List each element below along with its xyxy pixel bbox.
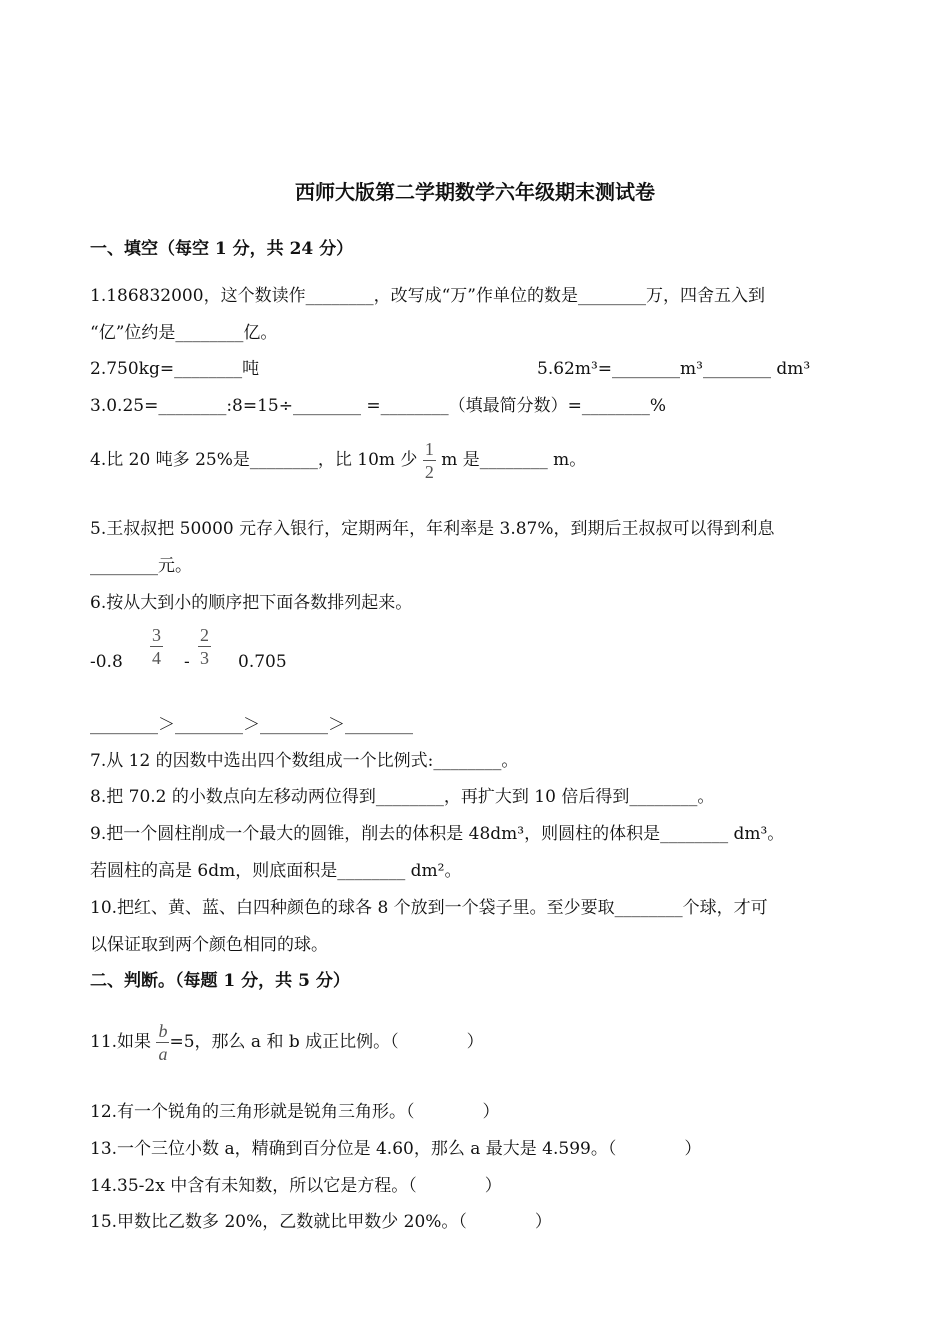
question-1-line-2: “亿”位约是________亿。 — [90, 323, 278, 343]
question-11-text-a: 11.如果 — [90, 1032, 152, 1052]
question-10-line-2: 以保证取到两个颜色相同的球。 — [90, 935, 328, 955]
page-title: 西师大版第二学期数学六年级期末测试卷 — [295, 180, 655, 204]
fraction-three-quarters — [150, 626, 163, 667]
question-14: 14.35-2x 中含有未知数，所以它是方程。（ ） — [90, 1176, 502, 1196]
q6-number-a: -0.8 — [90, 652, 123, 672]
fraction-bar — [198, 646, 211, 647]
fraction-bar — [423, 460, 436, 461]
section-1-heading: 一、填空（每空 1 分，共 24 分） — [90, 239, 354, 259]
q6-minus-sign: - — [184, 652, 190, 672]
question-9-line-1: 9.把一个圆柱削成一个最大的圆锥，削去的体积是 48dm³，则圆柱的体积是________ dm³。 — [90, 824, 785, 844]
question-5-line-2: ________元。 — [90, 556, 192, 576]
question-8: 8.把 70.2 的小数点向左移动两位得到________，再扩大到 10 倍后得到________。 — [90, 787, 715, 807]
question-9-line-2: 若圆柱的高是 6dm，则底面积是________ dm²。 — [90, 861, 462, 881]
question-7: 7.从 12 的因数中选出四个数组成一个比例式:________。 — [90, 751, 519, 771]
question-2-right: 5.62m³=________m³________ dm³ — [537, 359, 811, 379]
question-3: 3.0.25=________:8=15÷________ =________（填最简分数）=________% — [90, 396, 667, 416]
question-1-line-1: 1.186832000，这个数读作________，改写成“万”作单位的数是________万，四舍五入到 — [90, 286, 765, 306]
question-15: 15.甲数比乙数多 20%，乙数就比甲数少 20%。（ ） — [90, 1212, 552, 1232]
q6-fraction-b — [150, 626, 163, 667]
fraction-denominator: a — [158, 1044, 168, 1064]
question-6-answer: ________＞________＞________＞________ — [90, 715, 413, 735]
question-5-line-1: 5.王叔叔把 50000 元存入银行，定期两年，年利率是 3.87%，到期后王叔叔可以得到利息 — [90, 519, 775, 539]
question-2-left: 2.750kg=________吨 — [90, 359, 260, 379]
question-10-line-1: 10.把红、黄、蓝、白四种颜色的球各 8 个放到一个袋子里。至少要取________个球，才可 — [90, 898, 768, 918]
fraction-one-half — [423, 440, 436, 481]
fraction-denominator: 2 — [424, 462, 434, 482]
fraction-denominator: 3 — [200, 648, 209, 668]
question-4-text-b: m 是________ m。 — [441, 450, 587, 470]
question-4 — [90, 430, 586, 490]
fraction-b-over-a — [156, 1022, 169, 1063]
fraction-bar — [150, 646, 163, 647]
section-2-heading: 二、判断。（每题 1 分，共 5 分） — [90, 971, 350, 991]
question-13: 13.一个三位小数 a，精确到百分位是 4.60，那么 a 最大是 4.599。（ ） — [90, 1139, 702, 1159]
question-4-text-a: 4.比 20 吨多 25%是________，比 10m 少 — [90, 450, 418, 470]
question-12: 12.有一个锐角的三角形就是锐角三角形。（ ） — [90, 1102, 500, 1122]
q6-fraction-c — [198, 626, 211, 667]
question-11-text-b: =5，那么 a 和 b 成正比例。（ ） — [169, 1032, 484, 1052]
fraction-denominator: 4 — [152, 648, 161, 668]
fraction-numerator: b — [158, 1021, 168, 1041]
q6-number-d: 0.705 — [238, 652, 287, 672]
fraction-bar — [156, 1042, 169, 1043]
fraction-numerator: 1 — [424, 439, 434, 459]
fraction-numerator: 3 — [152, 625, 161, 645]
fraction-numerator: 2 — [200, 625, 209, 645]
fraction-two-thirds — [198, 626, 211, 667]
question-11 — [90, 1012, 484, 1072]
question-6: 6.按从大到小的顺序把下面各数排列起来。 — [90, 593, 413, 613]
